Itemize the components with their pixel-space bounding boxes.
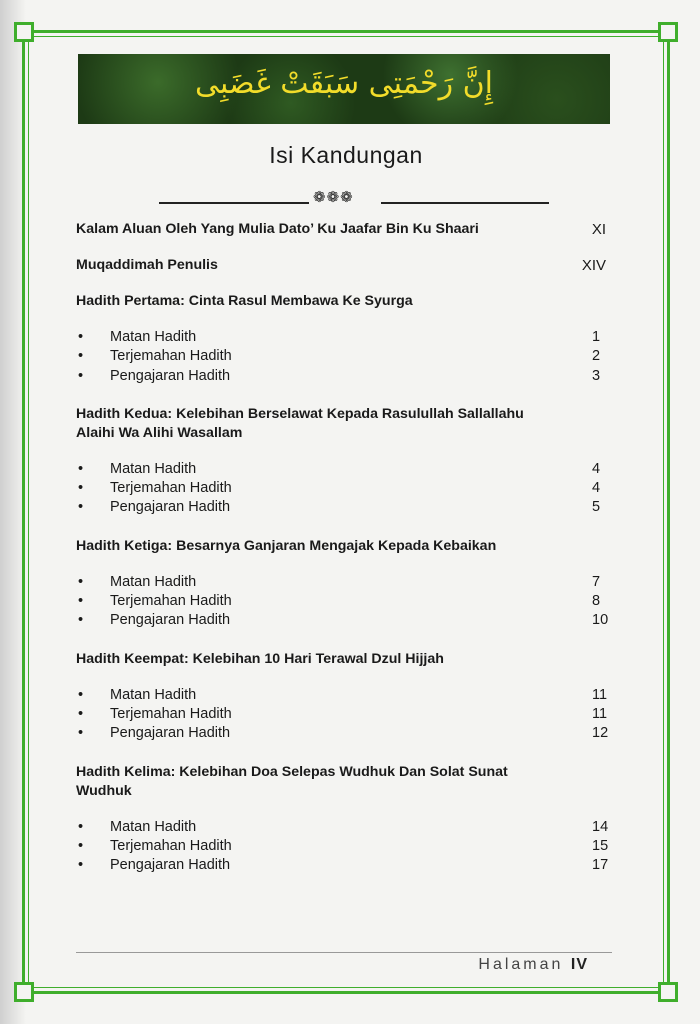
- toc-item-page: 2: [592, 348, 601, 365]
- toc-section-heading: [76, 537, 612, 556]
- footer-page-number: IV: [570, 956, 588, 973]
- page-title: Isi Kandungan: [269, 142, 423, 168]
- toc-list-item: [76, 573, 612, 592]
- frame-corner-ornament: [658, 22, 678, 42]
- toc-item-label: Pengajaran Hadith: [110, 725, 231, 742]
- bullet-icon: •: [78, 857, 84, 874]
- toc-item-page: 17: [592, 857, 609, 874]
- toc-list-item: [76, 837, 612, 856]
- toc-item-page: 4: [592, 460, 601, 477]
- bullet-icon: •: [78, 329, 84, 345]
- toc-list-item: [76, 818, 612, 837]
- footer-rule: [76, 952, 612, 953]
- page-footer: [478, 956, 588, 974]
- bullet-icon: •: [78, 348, 84, 365]
- bullet-icon: •: [78, 593, 84, 610]
- toc-section-heading: [76, 405, 612, 443]
- bullet-icon: •: [78, 499, 84, 516]
- toc-section-page: XIV: [581, 257, 606, 274]
- footer-label: Halaman: [478, 956, 564, 973]
- bullet-icon: •: [78, 460, 84, 477]
- toc-item-page: 15: [592, 837, 609, 854]
- toc-section-page: XI: [591, 221, 606, 238]
- toc-item-label: Terjemahan Hadith: [110, 705, 232, 722]
- table-of-contents: [76, 220, 612, 894]
- toc-section-title: Hadith Pertama: Cinta Rasul Membawa Ke Syurga: [76, 293, 413, 309]
- frame-corner-ornament: [14, 22, 34, 42]
- frame-corner-ornament: [658, 982, 678, 1002]
- toc-item-label: Pengajaran Hadith: [110, 499, 231, 516]
- bullet-icon: •: [78, 705, 84, 722]
- bullet-icon: •: [78, 573, 84, 590]
- toc-item-page: 5: [592, 499, 601, 516]
- toc-list-item: [76, 367, 612, 386]
- toc-item-page: 10: [592, 612, 609, 629]
- toc-section-heading: [76, 220, 612, 239]
- toc-item-label: Pengajaran Hadith: [110, 612, 231, 629]
- toc-section-title: Kalam Aluan Oleh Yang Mulia Dato’ Ku Jaafar Bin Ku Shaari: [76, 221, 479, 237]
- toc-section-heading: [76, 763, 612, 801]
- bullet-icon: •: [78, 818, 84, 835]
- divider-line-left: [159, 202, 309, 204]
- toc-list-item: [76, 686, 612, 705]
- toc-item-page: 11: [592, 686, 608, 703]
- toc-item-label: Pengajaran Hadith: [110, 857, 231, 874]
- toc-list-item: [76, 347, 612, 366]
- toc-item-label: Matan Hadith: [110, 460, 197, 477]
- toc-list-item: [76, 479, 612, 498]
- toc-item-page: 7: [592, 573, 601, 590]
- title-divider: [159, 188, 549, 206]
- toc-section-title: Muqaddimah Penulis: [76, 257, 218, 273]
- toc-item-label: Pengajaran Hadith: [110, 367, 231, 384]
- toc-section-title: Hadith Ketiga: Besarnya Ganjaran Mengajak Kepada Kebaikan: [76, 537, 497, 554]
- toc-section-heading: [76, 256, 612, 275]
- divider-line-right: [381, 202, 549, 204]
- toc-list-item: [76, 498, 612, 517]
- bullet-icon: •: [78, 686, 84, 703]
- toc-section-title: Hadith Keempat: Kelebihan 10 Hari Terawal Dzul Hijjah: [76, 650, 444, 667]
- bullet-icon: •: [78, 480, 84, 497]
- toc-list-item: [76, 592, 612, 611]
- toc-item-label: Terjemahan Hadith: [110, 593, 232, 610]
- toc-section-title: Hadith Kelima: Kelebihan Doa Selepas Wudhuk Dan Solat Sunat Wudhuk: [76, 763, 508, 799]
- toc-item-page: 11: [592, 705, 608, 722]
- toc-section-heading: [76, 650, 612, 669]
- toc-list-item: [76, 724, 612, 743]
- toc-item-page: 4: [592, 480, 601, 497]
- bullet-icon: •: [78, 367, 84, 384]
- toc-item-label: Terjemahan Hadith: [110, 837, 232, 854]
- frame-corner-ornament: [14, 982, 34, 1002]
- flower-ornament-icon: ❁❁❁: [313, 188, 354, 206]
- arabic-banner: [78, 54, 610, 124]
- toc-list-item: [76, 856, 612, 875]
- toc-item-label: Matan Hadith: [110, 329, 197, 345]
- toc-item-page: 3: [592, 367, 601, 384]
- toc-item-label: Terjemahan Hadith: [110, 480, 232, 497]
- page: [14, 22, 678, 1002]
- toc-item-page: 1: [592, 329, 601, 345]
- toc-item-page: 14: [592, 818, 609, 835]
- toc-item-label: Matan Hadith: [110, 818, 197, 835]
- bullet-icon: •: [78, 725, 84, 742]
- toc-item-page: 8: [592, 593, 601, 610]
- toc-list-item: [76, 460, 612, 479]
- toc-item-label: Terjemahan Hadith: [110, 348, 232, 365]
- toc-list-item: [76, 328, 612, 347]
- toc-item-label: Matan Hadith: [110, 686, 197, 703]
- arabic-verse: إِنَّ رَحْمَتِى سَبَقَتْ غَضَبِى: [195, 66, 493, 101]
- toc-section-title: Hadith Kedua: Kelebihan Berselawat Kepada Rasulullah Sallallahu Alaihi Wa Alihi Wasallam: [76, 405, 524, 441]
- toc-list-item: [76, 705, 612, 724]
- toc-item-page: 12: [592, 725, 609, 742]
- toc-list-item: [76, 611, 612, 630]
- bullet-icon: •: [78, 612, 84, 629]
- toc-item-label: Matan Hadith: [110, 573, 197, 590]
- bullet-icon: •: [78, 837, 84, 854]
- toc-section-heading: [76, 292, 612, 311]
